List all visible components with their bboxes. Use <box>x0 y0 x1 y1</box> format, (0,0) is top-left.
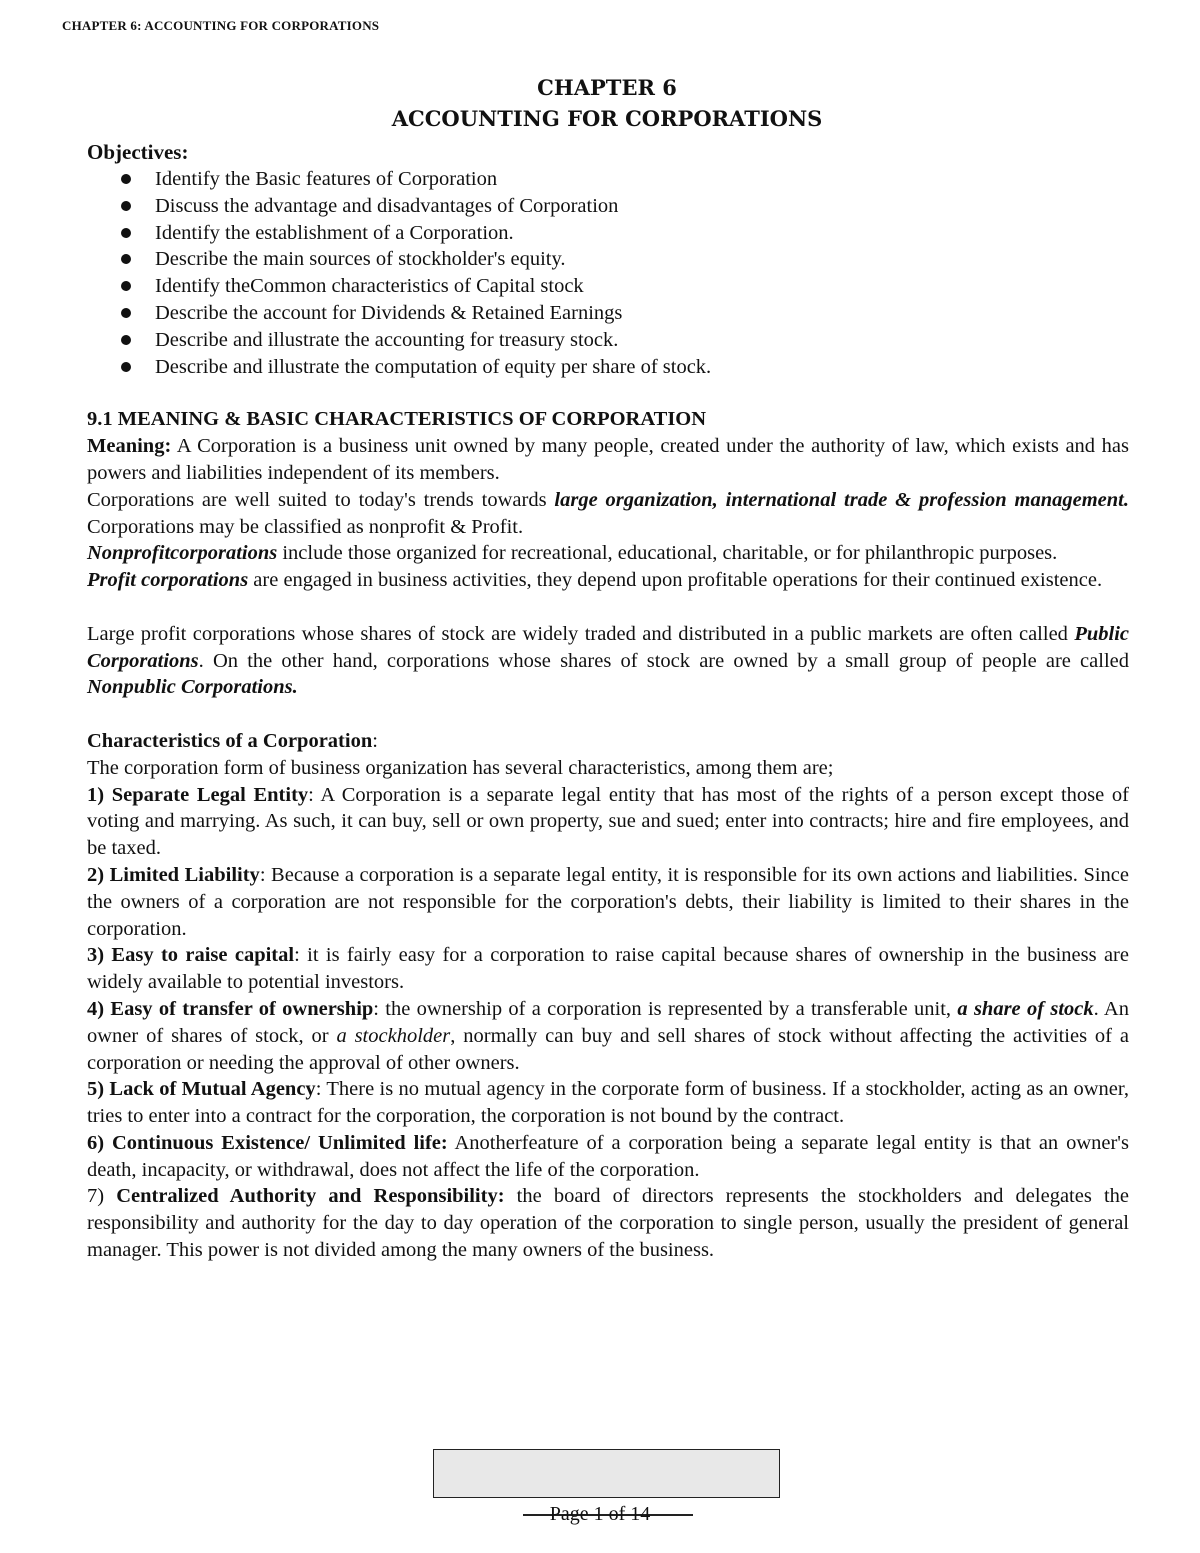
characteristic-2: 2) Limited Liability: Because a corporation is a separate legal entity, it is responsible for its own actions and liabilities. Since the owners of a corporation are not responsible for the corporation's debts, their liability is limited to their shares in the corporation. <box>87 863 1129 940</box>
bullet-icon <box>121 335 131 345</box>
list-item: Identify theCommon characteristics of Capital stock <box>87 273 1129 300</box>
list-item: Identify the establishment of a Corporation. <box>87 220 1129 247</box>
characteristic-3: 3) Easy to raise capital: it is fairly easy for a corporation to raise capital because shares of ownership in the business are widely available to potential investors. <box>87 944 1129 994</box>
footer-box <box>433 1449 780 1498</box>
bullet-icon <box>121 254 131 264</box>
list-item: Discuss the advantage and disadvantages of Corporation <box>87 193 1129 220</box>
bullet-icon <box>121 308 131 318</box>
meaning-paragraph: Meaning: A Corporation is a business unit owned by many people, created under the authority of law, which exists and has powers and liabilities independent of its members. <box>87 435 1129 484</box>
chapter-title: ACCOUNTING FOR CORPORATIONS <box>391 106 823 131</box>
list-item: Describe and illustrate the accounting for treasury stock. <box>87 327 1129 354</box>
bullet-icon <box>121 174 131 184</box>
characteristic-5: 5) Lack of Mutual Agency: There is no mutual agency in the corporate form of business. If a stockholder, acting as an owner, tries to enter into a contract for the corporation, the corporation is not bound by the contract. <box>87 1078 1129 1128</box>
characteristics-heading: Characteristics of a Corporation: <box>87 729 378 752</box>
characteristic-6: 6) Continuous Existence/ Unlimited life: Anotherfeature of a corporation being a separate legal entity is that an owner's death, incapacity, or withdrawal, does not affect the life of the corporation. <box>87 1131 1129 1181</box>
bullet-icon <box>121 228 131 238</box>
section-heading: 9.1 MEANING & BASIC CHARACTERISTICS OF CORPORATION <box>87 408 707 431</box>
title-block <box>85 72 1129 134</box>
bullet-icon <box>121 281 131 291</box>
trends-paragraph: Corporations are well suited to today's trends towards large organization, international trade & profession management. Corporations may be classified as nonprofit & Profit. <box>87 488 1129 538</box>
meaning-label: Meaning: <box>87 435 172 458</box>
chapter-number: CHAPTER 6 <box>537 75 677 100</box>
bullet-icon <box>121 201 131 211</box>
characteristic-7: 7) Centralized Authority and Responsibility: the board of directors represents the stockholders and delegates the responsibility and authority for the day to day operation of the corporation to single person, usually the president of general manager. This power is not divided among the many owners of the business. <box>87 1185 1129 1262</box>
characteristic-4: 4) Easy of transfer of ownership: the ownership of a corporation is represented by a transferable unit, a share of stock. An owner of shares of stock, or a stockholder, normally can buy and sell shares of stock without affecting the activities of a corporation or needing the approval of other owners. <box>87 997 1129 1074</box>
objectives-list <box>87 166 1129 380</box>
objectives-heading: Objectives: <box>87 140 189 164</box>
list-item: Identify the Basic features of Corporation <box>87 166 1129 193</box>
characteristics-intro: The corporation form of business organization has several characteristics, among them are; <box>87 756 834 779</box>
page-content <box>87 72 1129 1264</box>
public-paragraph: Large profit corporations whose shares of stock are widely traded and distributed in a public markets are often called Public Corporations. On the other hand, corporations whose shares of stock are owned by a small group of people are called Nonpublic Corporations. <box>87 622 1129 699</box>
characteristic-1: 1) Separate Legal Entity: A Corporation is a separate legal entity that has most of the rights of a person except those of voting and marrying. As such, it can buy, sell or own property, sue and sued; enter into contracts; hire and fire employees, and be taxed. <box>87 783 1129 860</box>
list-item: Describe and illustrate the computation of equity per share of stock. <box>87 354 1129 381</box>
list-item: Describe the main sources of stockholder's equity. <box>87 246 1129 273</box>
bullet-icon <box>121 362 131 372</box>
page-number: Page 1 of 14 <box>0 1503 1200 1526</box>
running-header: CHAPTER 6: ACCOUNTING FOR CORPORATIONS <box>62 18 380 33</box>
list-item: Describe the account for Dividends & Retained Earnings <box>87 300 1129 327</box>
profit-paragraph: Profit corporations are engaged in business activities, they depend upon profitable operations for their continued existence. <box>87 569 1103 592</box>
nonprofit-paragraph: Nonprofitcorporations include those organized for recreational, educational, charitable, or for philanthropic purposes. <box>87 542 1058 565</box>
